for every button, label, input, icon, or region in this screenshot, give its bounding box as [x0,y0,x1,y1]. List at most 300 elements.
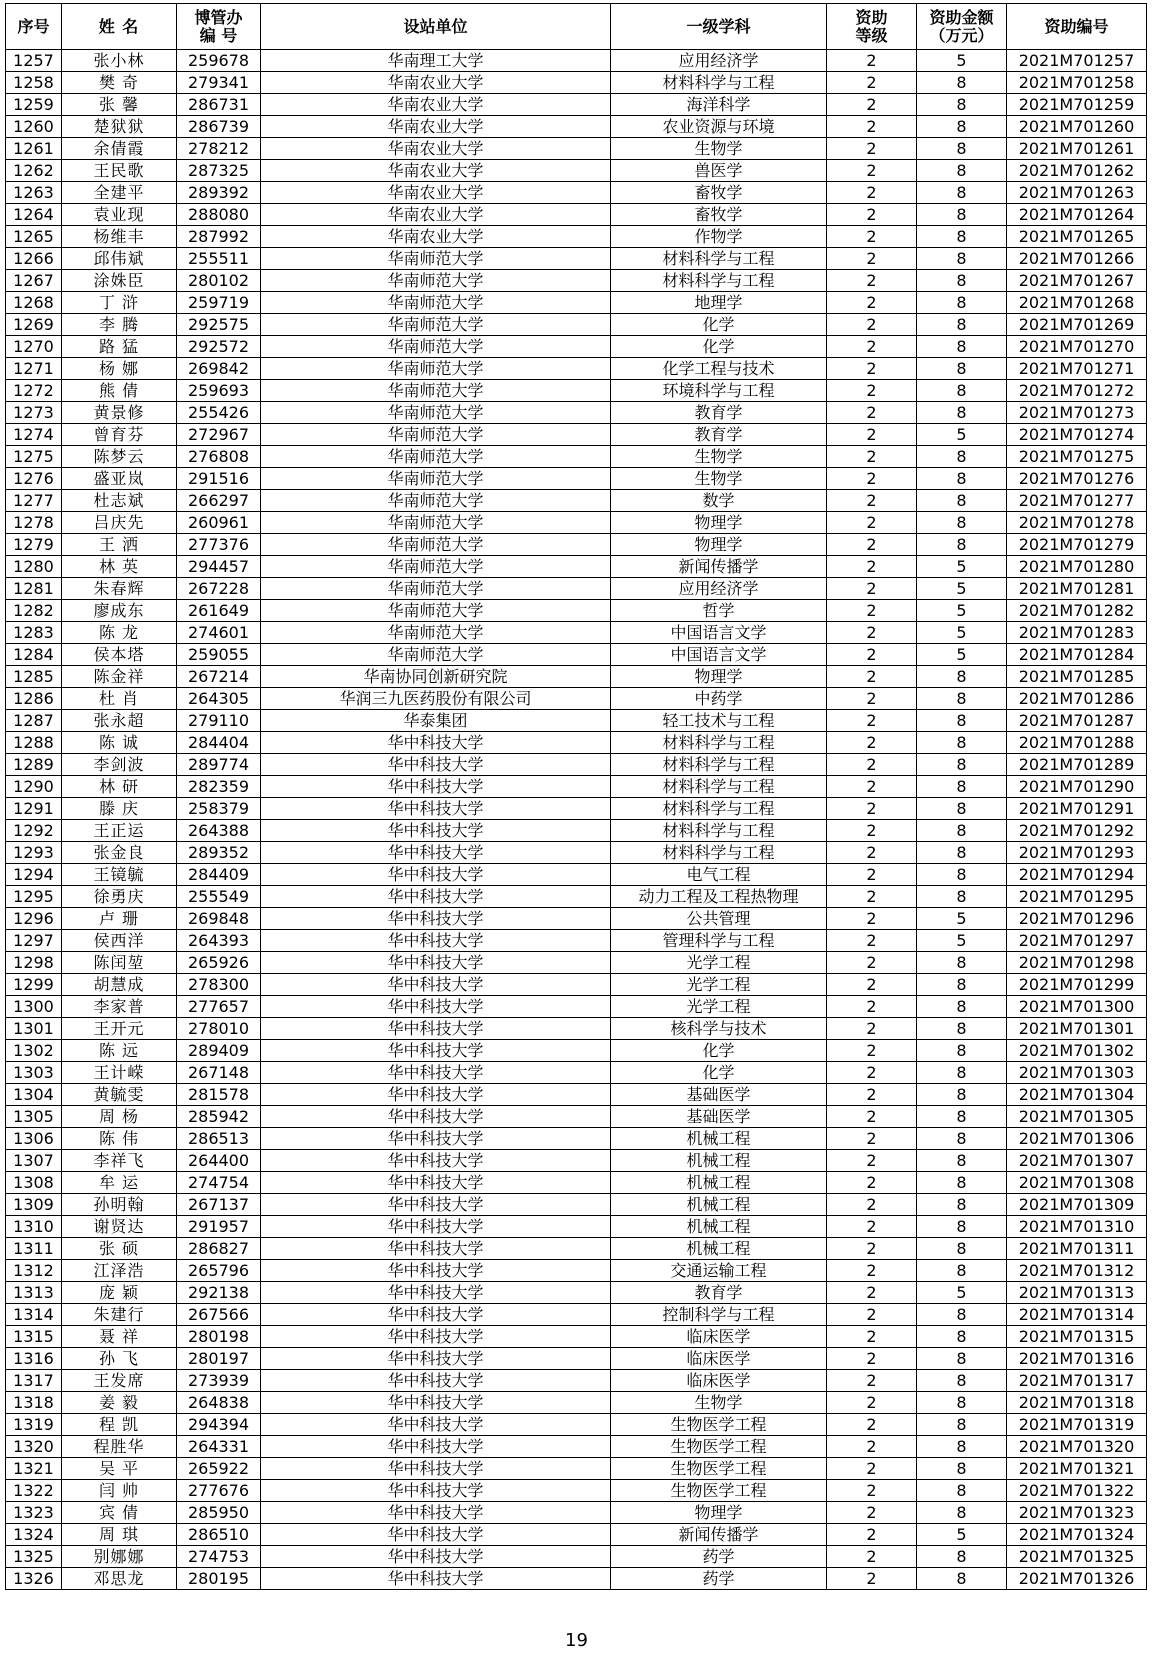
cell-seq: 1292 [6,820,62,842]
cell-grant-no: 2021M701307 [1007,1150,1147,1172]
cell-level: 2 [827,996,917,1018]
table-row [6,930,1147,952]
cell-level: 2 [827,72,917,94]
cell-name: 卢 珊 [62,908,177,930]
cell-level: 2 [827,248,917,270]
table-row [6,864,1147,886]
cell-seq: 1304 [6,1084,62,1106]
cell-mgmt-no: 280195 [177,1568,261,1590]
header-level [827,4,917,50]
cell-seq: 1307 [6,1150,62,1172]
cell-amount: 8 [917,1150,1007,1172]
cell-seq: 1306 [6,1128,62,1150]
cell-name: 周 杨 [62,1106,177,1128]
cell-subject: 机械工程 [611,1128,827,1150]
cell-seq: 1316 [6,1348,62,1370]
table-row [6,1436,1147,1458]
cell-amount: 5 [917,930,1007,952]
cell-amount: 8 [917,1458,1007,1480]
table-row [6,1524,1147,1546]
cell-grant-no: 2021M701291 [1007,798,1147,820]
cell-name: 丁 浒 [62,292,177,314]
cell-grant-no: 2021M701298 [1007,952,1147,974]
cell-mgmt-no: 264838 [177,1392,261,1414]
cell-unit: 华南师范大学 [261,336,611,358]
cell-grant-no: 2021M701273 [1007,402,1147,424]
cell-grant-no: 2021M701320 [1007,1436,1147,1458]
cell-unit: 华中科技大学 [261,1150,611,1172]
cell-level: 2 [827,930,917,952]
cell-subject: 生物学 [611,468,827,490]
table-row [6,468,1147,490]
cell-unit: 华南师范大学 [261,578,611,600]
cell-amount: 8 [917,314,1007,336]
cell-mgmt-no: 288080 [177,204,261,226]
cell-seq: 1261 [6,138,62,160]
table-row [6,72,1147,94]
cell-unit: 华南师范大学 [261,600,611,622]
cell-subject: 电气工程 [611,864,827,886]
cell-mgmt-no: 294457 [177,556,261,578]
cell-mgmt-no: 286510 [177,1524,261,1546]
cell-name: 杨维丰 [62,226,177,248]
cell-seq: 1276 [6,468,62,490]
cell-unit: 华泰集团 [261,710,611,732]
cell-grant-no: 2021M701284 [1007,644,1147,666]
cell-mgmt-no: 259678 [177,50,261,72]
cell-unit: 华中科技大学 [261,1458,611,1480]
cell-seq: 1324 [6,1524,62,1546]
cell-name: 陈闰堃 [62,952,177,974]
cell-amount: 5 [917,644,1007,666]
cell-grant-no: 2021M701315 [1007,1326,1147,1348]
cell-name: 徐勇庆 [62,886,177,908]
cell-subject: 新闻传播学 [611,556,827,578]
cell-mgmt-no: 260961 [177,512,261,534]
cell-mgmt-no: 284404 [177,732,261,754]
cell-subject: 材料科学与工程 [611,798,827,820]
cell-level: 2 [827,710,917,732]
cell-subject: 药学 [611,1568,827,1590]
cell-unit: 华南师范大学 [261,424,611,446]
cell-amount: 8 [917,1128,1007,1150]
cell-amount: 8 [917,1568,1007,1590]
cell-subject: 管理科学与工程 [611,930,827,952]
cell-grant-no: 2021M701310 [1007,1216,1147,1238]
cell-seq: 1299 [6,974,62,996]
cell-name: 李剑波 [62,754,177,776]
cell-unit: 华中科技大学 [261,1194,611,1216]
cell-name: 王 洒 [62,534,177,556]
cell-seq: 1309 [6,1194,62,1216]
cell-unit: 华中科技大学 [261,1524,611,1546]
cell-subject: 环境科学与工程 [611,380,827,402]
cell-unit: 华南师范大学 [261,402,611,424]
cell-subject: 材料科学与工程 [611,72,827,94]
cell-grant-no: 2021M701326 [1007,1568,1147,1590]
table-row [6,226,1147,248]
cell-amount: 8 [917,336,1007,358]
table-row [6,50,1147,72]
cell-unit: 华中科技大学 [261,1106,611,1128]
cell-subject: 新闻传播学 [611,1524,827,1546]
table-row [6,1018,1147,1040]
cell-level: 2 [827,974,917,996]
cell-level: 2 [827,512,917,534]
cell-grant-no: 2021M701271 [1007,358,1147,380]
cell-level: 2 [827,1326,917,1348]
cell-subject: 应用经济学 [611,50,827,72]
cell-subject: 机械工程 [611,1194,827,1216]
cell-unit: 华南农业大学 [261,116,611,138]
cell-name: 曾育芬 [62,424,177,446]
cell-name: 侯本塔 [62,644,177,666]
cell-level: 2 [827,380,917,402]
cell-mgmt-no: 277657 [177,996,261,1018]
cell-subject: 材料科学与工程 [611,732,827,754]
cell-unit: 华中科技大学 [261,1568,611,1590]
cell-amount: 8 [917,1436,1007,1458]
cell-amount: 8 [917,1480,1007,1502]
cell-level: 2 [827,842,917,864]
cell-mgmt-no: 258379 [177,798,261,820]
cell-subject: 机械工程 [611,1238,827,1260]
page-number: 19 [565,1630,588,1651]
cell-amount: 8 [917,72,1007,94]
table-row [6,1480,1147,1502]
cell-mgmt-no: 269842 [177,358,261,380]
table-row [6,666,1147,688]
cell-unit: 华中科技大学 [261,1546,611,1568]
cell-subject: 临床医学 [611,1370,827,1392]
cell-grant-no: 2021M701318 [1007,1392,1147,1414]
cell-seq: 1283 [6,622,62,644]
cell-level: 2 [827,1436,917,1458]
table-row [6,600,1147,622]
cell-subject: 生物医学工程 [611,1436,827,1458]
cell-seq: 1296 [6,908,62,930]
cell-unit: 华中科技大学 [261,1172,611,1194]
cell-grant-no: 2021M701261 [1007,138,1147,160]
cell-level: 2 [827,952,917,974]
table-row [6,1106,1147,1128]
cell-grant-no: 2021M701297 [1007,930,1147,952]
cell-subject: 材料科学与工程 [611,248,827,270]
cell-level: 2 [827,402,917,424]
cell-unit: 华南农业大学 [261,138,611,160]
cell-level: 2 [827,446,917,468]
cell-mgmt-no: 255426 [177,402,261,424]
cell-amount: 8 [917,666,1007,688]
cell-level: 2 [827,50,917,72]
cell-seq: 1308 [6,1172,62,1194]
cell-name: 陈 伟 [62,1128,177,1150]
table-row [6,688,1147,710]
cell-unit: 华中科技大学 [261,1304,611,1326]
cell-unit: 华南师范大学 [261,490,611,512]
cell-subject: 轻工技术与工程 [611,710,827,732]
cell-subject: 化学 [611,336,827,358]
cell-grant-no: 2021M701258 [1007,72,1147,94]
cell-amount: 8 [917,1260,1007,1282]
cell-mgmt-no: 267228 [177,578,261,600]
cell-level: 2 [827,1370,917,1392]
cell-subject: 材料科学与工程 [611,842,827,864]
cell-seq: 1280 [6,556,62,578]
table-row [6,138,1147,160]
cell-unit: 华南师范大学 [261,622,611,644]
cell-amount: 8 [917,402,1007,424]
cell-amount: 8 [917,1370,1007,1392]
cell-seq: 1302 [6,1040,62,1062]
cell-subject: 畜牧学 [611,204,827,226]
cell-amount: 8 [917,1392,1007,1414]
cell-level: 2 [827,1458,917,1480]
cell-name: 程胜华 [62,1436,177,1458]
cell-name: 张小林 [62,50,177,72]
table-row [6,1216,1147,1238]
cell-mgmt-no: 279341 [177,72,261,94]
cell-name: 王正运 [62,820,177,842]
cell-seq: 1278 [6,512,62,534]
cell-seq: 1295 [6,886,62,908]
cell-mgmt-no: 274601 [177,622,261,644]
cell-grant-no: 2021M701262 [1007,160,1147,182]
cell-level: 2 [827,1502,917,1524]
cell-amount: 8 [917,1040,1007,1062]
cell-seq: 1287 [6,710,62,732]
cell-level: 2 [827,688,917,710]
cell-unit: 华南农业大学 [261,204,611,226]
cell-mgmt-no: 292138 [177,1282,261,1304]
cell-amount: 8 [917,1304,1007,1326]
cell-grant-no: 2021M701317 [1007,1370,1147,1392]
header-unit: 设站单位 [261,4,611,50]
table-row [6,446,1147,468]
cell-seq: 1305 [6,1106,62,1128]
cell-mgmt-no: 291957 [177,1216,261,1238]
cell-unit: 华中科技大学 [261,754,611,776]
cell-grant-no: 2021M701296 [1007,908,1147,930]
cell-mgmt-no: 278212 [177,138,261,160]
cell-amount: 8 [917,270,1007,292]
cell-amount: 5 [917,50,1007,72]
cell-amount: 8 [917,1172,1007,1194]
cell-unit: 华中科技大学 [261,1436,611,1458]
cell-mgmt-no: 259055 [177,644,261,666]
cell-mgmt-no: 285950 [177,1502,261,1524]
cell-level: 2 [827,1018,917,1040]
cell-grant-no: 2021M701278 [1007,512,1147,534]
table-row [6,1546,1147,1568]
cell-subject: 生物医学工程 [611,1414,827,1436]
cell-seq: 1291 [6,798,62,820]
table-row [6,644,1147,666]
cell-unit: 华中科技大学 [261,908,611,930]
cell-amount: 8 [917,886,1007,908]
cell-amount: 5 [917,1282,1007,1304]
cell-name: 闫 帅 [62,1480,177,1502]
table-row [6,798,1147,820]
cell-seq: 1270 [6,336,62,358]
cell-grant-no: 2021M701270 [1007,336,1147,358]
cell-mgmt-no: 277376 [177,534,261,556]
table-row [6,1502,1147,1524]
cell-level: 2 [827,226,917,248]
cell-unit: 华中科技大学 [261,1348,611,1370]
cell-grant-no: 2021M701303 [1007,1062,1147,1084]
header-amount-line1: 资助金额 [929,7,994,27]
cell-level: 2 [827,1216,917,1238]
cell-unit: 华中科技大学 [261,1392,611,1414]
cell-amount: 8 [917,1414,1007,1436]
cell-seq: 1297 [6,930,62,952]
cell-mgmt-no: 286513 [177,1128,261,1150]
cell-name: 李 腾 [62,314,177,336]
cell-amount: 8 [917,732,1007,754]
table-row [6,732,1147,754]
table-row [6,1172,1147,1194]
cell-grant-no: 2021M701301 [1007,1018,1147,1040]
cell-mgmt-no: 286739 [177,116,261,138]
cell-grant-no: 2021M701267 [1007,270,1147,292]
cell-level: 2 [827,1238,917,1260]
cell-name: 邓思龙 [62,1568,177,1590]
cell-grant-no: 2021M701264 [1007,204,1147,226]
cell-seq: 1321 [6,1458,62,1480]
cell-mgmt-no: 286827 [177,1238,261,1260]
cell-seq: 1264 [6,204,62,226]
cell-level: 2 [827,1150,917,1172]
cell-amount: 8 [917,358,1007,380]
cell-unit: 华中科技大学 [261,1370,611,1392]
cell-seq: 1317 [6,1370,62,1392]
cell-unit: 华南师范大学 [261,556,611,578]
cell-level: 2 [827,666,917,688]
cell-amount: 8 [917,1018,1007,1040]
table-row [6,314,1147,336]
cell-unit: 华中科技大学 [261,1414,611,1436]
cell-grant-no: 2021M701313 [1007,1282,1147,1304]
cell-grant-no: 2021M701324 [1007,1524,1147,1546]
cell-level: 2 [827,1106,917,1128]
cell-level: 2 [827,1282,917,1304]
cell-mgmt-no: 282359 [177,776,261,798]
cell-grant-no: 2021M701276 [1007,468,1147,490]
header-seq: 序号 [6,4,62,50]
cell-subject: 物理学 [611,1502,827,1524]
cell-unit: 华南师范大学 [261,248,611,270]
cell-amount: 8 [917,754,1007,776]
table-row [6,1370,1147,1392]
cell-amount: 8 [917,116,1007,138]
table-row [6,358,1147,380]
cell-unit: 华中科技大学 [261,820,611,842]
cell-seq: 1258 [6,72,62,94]
cell-name: 李家普 [62,996,177,1018]
cell-amount: 8 [917,710,1007,732]
cell-seq: 1288 [6,732,62,754]
cell-seq: 1294 [6,864,62,886]
cell-unit: 华中科技大学 [261,1084,611,1106]
header-amount [917,4,1007,50]
cell-name: 王开元 [62,1018,177,1040]
cell-level: 2 [827,644,917,666]
cell-unit: 华中科技大学 [261,1216,611,1238]
cell-name: 张 馨 [62,94,177,116]
cell-seq: 1257 [6,50,62,72]
cell-seq: 1303 [6,1062,62,1084]
cell-grant-no: 2021M701281 [1007,578,1147,600]
cell-level: 2 [827,600,917,622]
cell-level: 2 [827,138,917,160]
cell-unit: 华南师范大学 [261,468,611,490]
cell-grant-no: 2021M701266 [1007,248,1147,270]
cell-seq: 1262 [6,160,62,182]
cell-grant-no: 2021M701304 [1007,1084,1147,1106]
cell-name: 黄毓雯 [62,1084,177,1106]
cell-name: 江泽浩 [62,1260,177,1282]
cell-seq: 1326 [6,1568,62,1590]
cell-grant-no: 2021M701286 [1007,688,1147,710]
cell-subject: 药学 [611,1546,827,1568]
cell-amount: 8 [917,446,1007,468]
table-row [6,1282,1147,1304]
cell-level: 2 [827,732,917,754]
cell-amount: 5 [917,622,1007,644]
cell-amount: 8 [917,864,1007,886]
cell-level: 2 [827,292,917,314]
cell-amount: 8 [917,1084,1007,1106]
cell-seq: 1274 [6,424,62,446]
cell-grant-no: 2021M701283 [1007,622,1147,644]
cell-amount: 8 [917,468,1007,490]
cell-name: 张 硕 [62,1238,177,1260]
cell-seq: 1277 [6,490,62,512]
cell-subject: 机械工程 [611,1172,827,1194]
cell-name: 王民歌 [62,160,177,182]
cell-grant-no: 2021M701288 [1007,732,1147,754]
cell-level: 2 [827,798,917,820]
cell-unit: 华中科技大学 [261,1260,611,1282]
cell-level: 2 [827,578,917,600]
cell-name: 樊 奇 [62,72,177,94]
cell-amount: 5 [917,424,1007,446]
cell-level: 2 [827,776,917,798]
cell-subject: 物理学 [611,512,827,534]
table-row [6,974,1147,996]
cell-name: 杨 娜 [62,358,177,380]
cell-subject: 材料科学与工程 [611,754,827,776]
cell-level: 2 [827,1304,917,1326]
cell-level: 2 [827,358,917,380]
cell-level: 2 [827,1260,917,1282]
cell-level: 2 [827,490,917,512]
cell-amount: 8 [917,776,1007,798]
cell-mgmt-no: 289409 [177,1040,261,1062]
cell-mgmt-no: 255549 [177,886,261,908]
table-row [6,1238,1147,1260]
cell-mgmt-no: 269848 [177,908,261,930]
table-row [6,710,1147,732]
cell-grant-no: 2021M701299 [1007,974,1147,996]
cell-mgmt-no: 292572 [177,336,261,358]
cell-unit: 华中科技大学 [261,952,611,974]
cell-unit: 华中科技大学 [261,1282,611,1304]
table-row [6,952,1147,974]
cell-grant-no: 2021M701282 [1007,600,1147,622]
cell-amount: 8 [917,248,1007,270]
